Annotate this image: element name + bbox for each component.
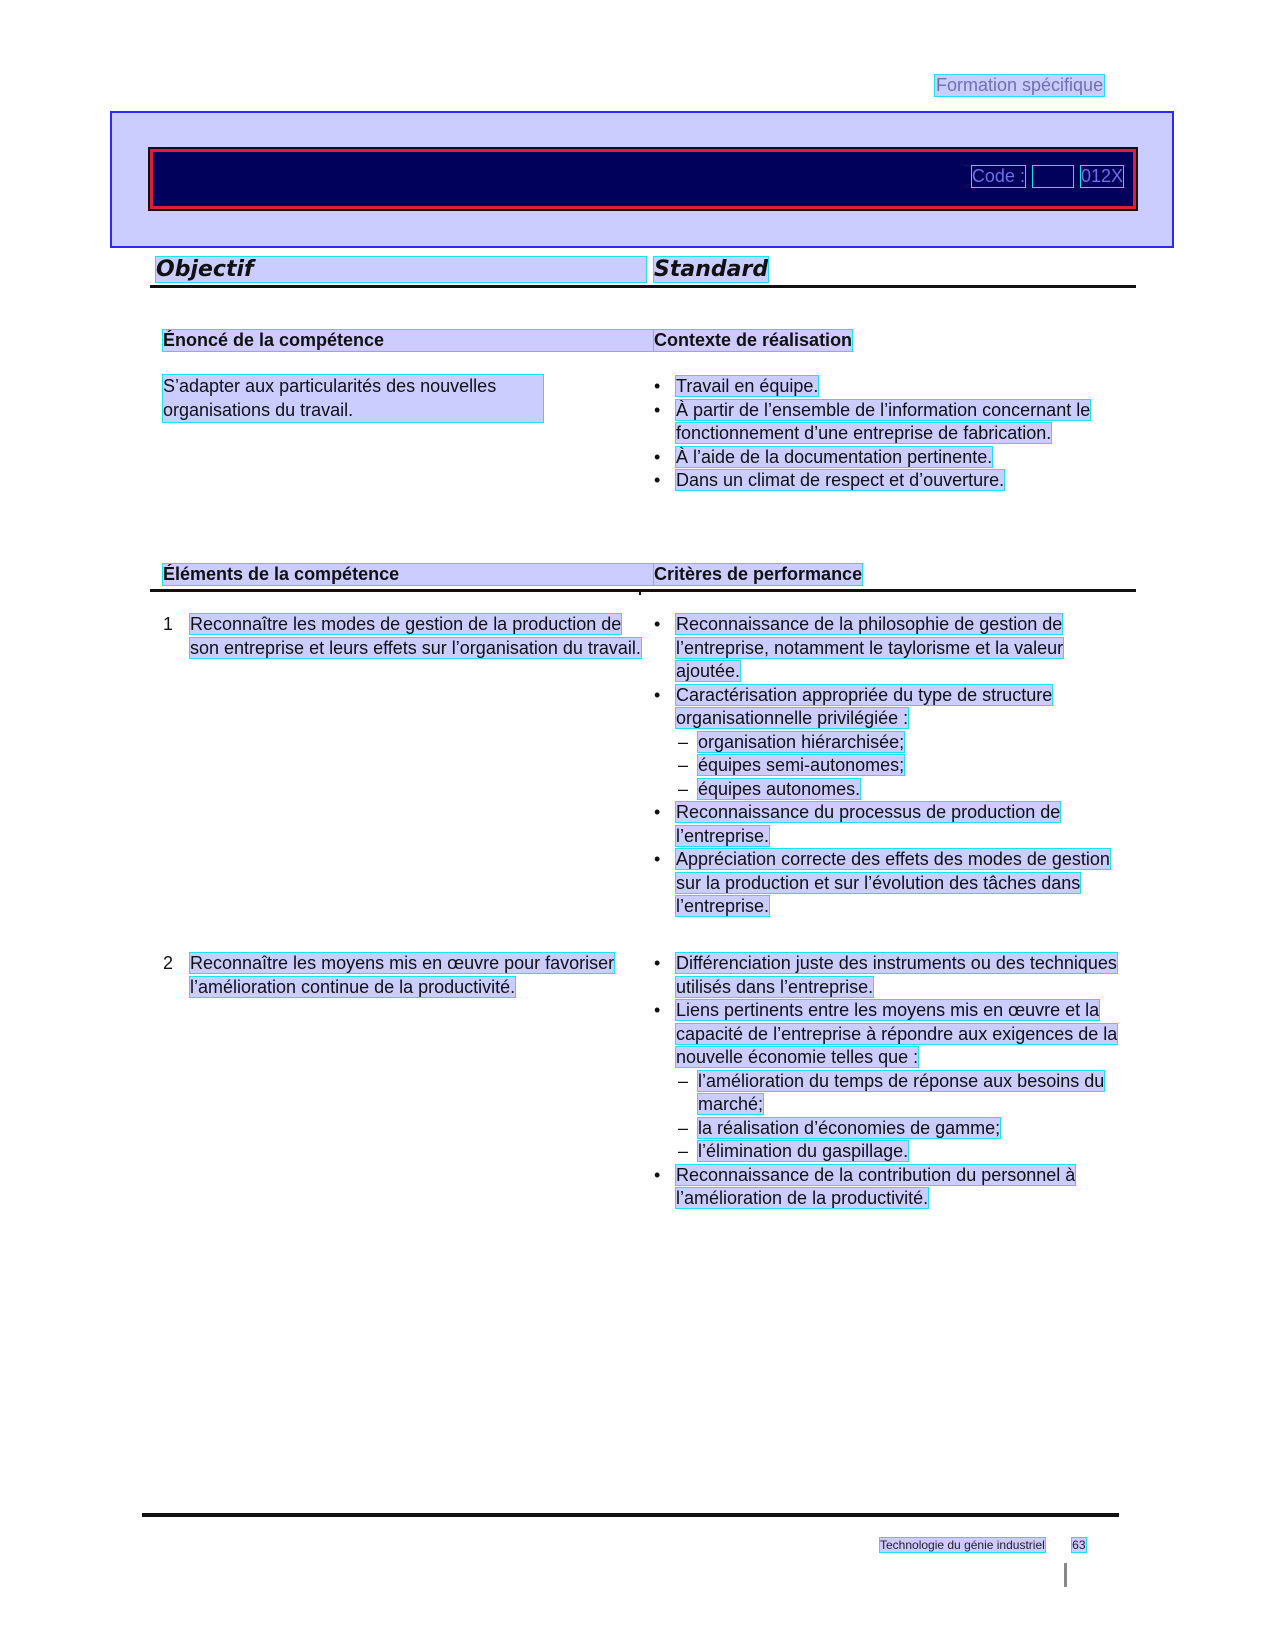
element-text: Reconnaître les modes de gestion de la production de son entreprise et leurs effets sur l’organisation du travail. xyxy=(190,614,641,658)
criterion: • Reconnaissance du processus de production de l’entreprise. xyxy=(654,801,1124,848)
criterion: • Différenciation juste des instruments ou des techniques utilisés dans l’entreprise. xyxy=(654,952,1124,999)
criterion: • Appréciation correcte des effets des modes de gestion sur la production et sur l’évolution des tâches dans l’entreprise. xyxy=(654,848,1124,919)
enonce-text: S’adapter aux particularités des nouvelles organisations du travail. xyxy=(163,375,543,422)
contexte-item: • Travail en équipe. xyxy=(654,375,1104,399)
enonce-heading: Énoncé de la compétence xyxy=(163,330,653,351)
footer-program: Technologie du génie industriel xyxy=(880,1538,1045,1552)
footer-rule xyxy=(142,1513,1119,1517)
title-bar xyxy=(150,149,1136,209)
element-number: 1 xyxy=(163,614,174,634)
sub-criterion: – équipes semi-autonomes; xyxy=(676,754,1124,778)
page-marker xyxy=(1064,1563,1067,1587)
criterion-sublist xyxy=(676,731,1124,802)
element-text: Reconnaître les moyens mis en œuvre pour favoriser l’amélioration continue de la productivité. xyxy=(190,953,615,997)
code-value: 012X xyxy=(1080,166,1123,186)
contexte-item: • À l’aide de la documentation pertinente. xyxy=(654,446,1104,470)
sub-criterion: – organisation hiérarchisée; xyxy=(676,731,1124,755)
sub-criterion: – la réalisation d’économies de gamme; xyxy=(676,1117,1124,1141)
code-blank xyxy=(1033,166,1073,187)
column-heading-rule xyxy=(150,285,1136,288)
criteria-list-1 xyxy=(654,613,1124,919)
contexte-heading: Contexte de réalisation xyxy=(654,330,853,350)
criterion: • Caractérisation appropriée du type de structure organisationnelle privilégiée : – organisation hiérarchisée; – équipes semi-autonomes; – équipes autonomes. xyxy=(654,684,1124,802)
element-1 xyxy=(163,613,653,660)
competency-code xyxy=(972,166,1123,187)
criterion: • Reconnaissance de la philosophie de gestion de l’entreprise, notamment le taylorisme et la valeur ajoutée. xyxy=(654,613,1124,684)
element-number: 2 xyxy=(163,953,174,973)
elements-heading-rule xyxy=(150,589,1136,592)
sub-criterion: – équipes autonomes. xyxy=(676,778,1124,802)
sub-criterion: – l’élimination du gaspillage. xyxy=(676,1140,1124,1164)
contexte-item: • Dans un climat de respect et d’ouverture. xyxy=(654,469,1104,493)
criterion: • Liens pertinents entre les moyens mis en œuvre et la capacité de l’entreprise à répondre aux exigences de la nouvelle économie telles que : – l’amélioration du temps de réponse aux besoins du marché; – la réalisation d’économies de gamme; – l’élimination du gaspillage. xyxy=(654,999,1124,1164)
contexte-item: • À partir de l’ensemble de l’information concernant le fonctionnement d’une entreprise de fabrication. xyxy=(654,399,1104,446)
criteria-list-2 xyxy=(654,952,1124,1211)
running-head: Formation spécifique xyxy=(936,75,1104,95)
code-label: Code : xyxy=(971,166,1025,186)
standard-heading: Standard xyxy=(654,257,769,282)
contexte-list xyxy=(654,375,1104,493)
column-divider-tick xyxy=(639,589,641,595)
criterion: • Reconnaissance de la contribution du personnel à l’amélioration de la productivité. xyxy=(654,1164,1124,1211)
objectif-heading: Objectif xyxy=(156,257,646,282)
page-number: 63 xyxy=(1072,1538,1086,1552)
criterion-sublist xyxy=(676,1070,1124,1164)
criteres-heading: Critères de performance xyxy=(654,564,863,584)
page-footer xyxy=(880,1538,1086,1552)
elements-heading: Éléments de la compétence xyxy=(163,564,653,585)
element-2 xyxy=(163,952,653,999)
sub-criterion: – l’amélioration du temps de réponse aux besoins du marché; xyxy=(676,1070,1124,1117)
